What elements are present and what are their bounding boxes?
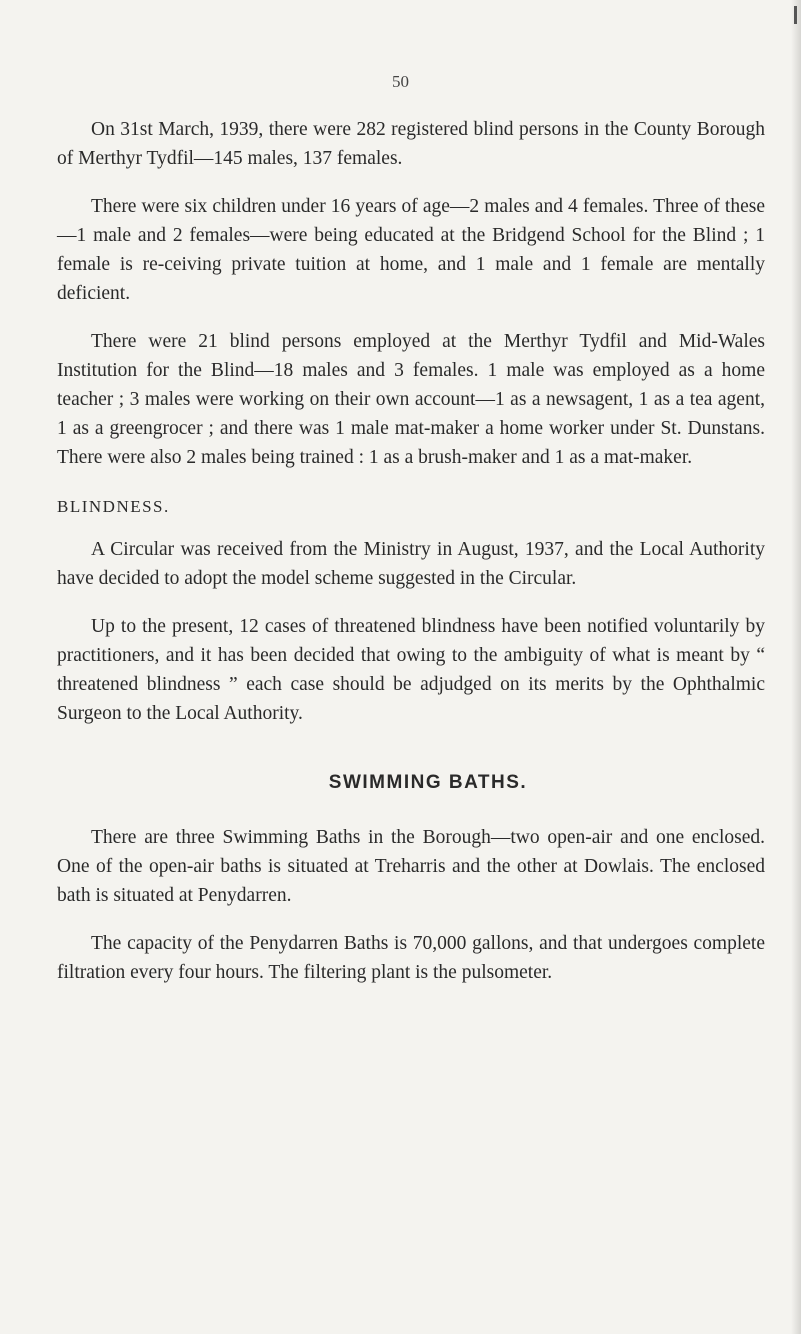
document-body — [57, 115, 765, 1006]
paragraph-registered-blind: On 31st March, 1939, there were 282 registered blind persons in the County Borough of Merthyr Tydfil—145 males, 137 females. — [57, 119, 765, 169]
paragraph-threatened-blindness: Up to the present, 12 cases of threatened blindness have been notified voluntarily by practitioners, and it has been decided that owing to the ambiguity of what is meant by “ threatened blindness ” each case should be adjudged on its merits by the Ophthalmic Surgeon to the Local Authority. — [57, 616, 765, 724]
page-edge-mark — [794, 6, 797, 24]
paragraph-children: There were six children under 16 years of age—2 males and 4 females. Three of these—1 male and 2 females—were being educated at the Bridgend School for the Blind ; 1 female is re-ceiving private tuition at home, and 1 male and 1 female are mentally deficient. — [57, 196, 765, 304]
swimming-baths-title: SWIMMING BATHS. — [328, 772, 528, 793]
paragraph-circular: A Circular was received from the Ministry in August, 1937, and the Local Authority have decided to adopt the model scheme suggested in the Circular. — [57, 539, 765, 589]
page-number: 50 — [392, 72, 409, 91]
blindness-heading: BLINDNESS. — [57, 497, 170, 516]
page-edge-shadow — [791, 0, 801, 1334]
paragraph-baths-capacity: The capacity of the Penydarren Baths is 70,000 gallons, and that undergoes complete filtration every four hours. The filtering plant is the pulsometer. — [57, 933, 765, 983]
paragraph-baths-locations: There are three Swimming Baths in the Borough—two open-air and one enclosed. One of the open-air baths is situated at Treharris and the other at Dowlais. The enclosed bath is situated at Penydarren. — [57, 827, 765, 906]
paragraph-employment: There were 21 blind persons employed at the Merthyr Tydfil and Mid-Wales Institution for the Blind—18 males and 3 females. 1 male was employed as a home teacher ; 3 males were working on their own account—1 as a newsagent, 1 as a tea agent, 1 as a greengrocer ; and there was 1 male mat-maker a home worker under St. Dunstans. There were also 2 males being trained : 1 as a brush-maker and 1 as a mat-maker. — [57, 331, 765, 468]
